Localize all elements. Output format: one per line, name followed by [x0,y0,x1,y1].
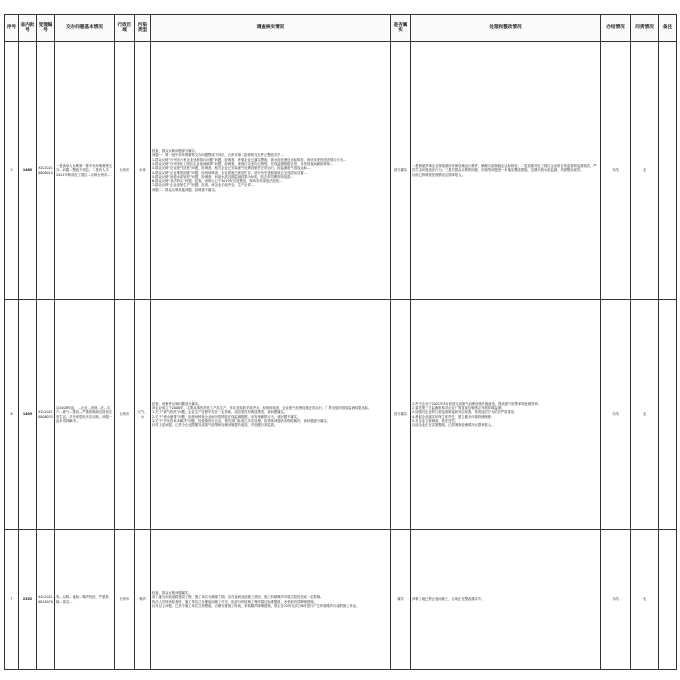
col-accountability: 问责情况 [631,15,659,42]
cell-is-true: 部分属实 [391,42,411,300]
cell-accept-no: X2L20210808015 [37,42,55,300]
table-header-row [5,15,677,42]
cell-issue-summary: 从2008年起，…企业…违规…在…生产…废气…排放…严重影响周边居民正常生活。多年来居民多次反映，问题一直未得到解决… [55,300,115,530]
cell-issue-summary: 一是被举人反映第一批中央环保督察交办…问题…整改不到位。二是有人平2021年利用化工园区…反映台州市… [55,42,115,300]
col-accept-no: 受理编号 [37,15,55,42]
cell-accept-no: X2L20210808033 [37,300,55,530]
cell-issue-summary: 有…反映…夜间…噪声扰民，严重影响…休息… [55,530,115,670]
cell-accountability: 无 [631,530,659,670]
cell-seq: 6 [5,300,19,530]
col-investigation: 调查核实情况 [151,15,391,42]
cell-district: 台州市 [115,42,135,300]
cell-pollution-type: 水体 [135,42,151,300]
cell-batch: 1460 [19,42,37,300]
cell-pollution-type: 大气、水 [135,300,151,530]
petition-table [4,14,677,670]
cell-investigation: 经查，群众反映问题属实。 该工地为市政道路建设工程，施工单位为确保工期，存在夜间连续施工情况，施工机械噪声对周边居民造成一定影响。 执法人员现场检查时，施工单位已办理夜间施工许可，但部分时段施工噪声超过标准限值，未采取有效降噪措施。 针对以上问题，已责令施工单位立即整改，合理安排施工时间，采取隔声降噪措施，禁止在22时至次日6时进行产生环境噪声污染的施工作业。 [151,530,391,670]
table-row [5,42,677,300]
cell-handling: 一是督促涉事企业持续做好环保设施运行维护，确保污染物稳定达标排放；二是加强对化工园区企业的日常监管和巡查频次，严厉打击环境违法行为；三是对群众反映的固废、河道等问题进一步落实整改措施，定期开展水质监测，巩固整治成效。 目前已将调查处理情况反馈举报人。 [411,42,601,300]
cell-batch: 2352 [19,530,37,670]
col-seq: 序号 [5,15,19,42]
cell-handling: 涉事工地已停止夜间施工，目前正在整改落实中。 [411,530,601,670]
col-district: 行政区域 [115,15,135,42]
cell-status: 办结 [601,42,631,300]
table-row [5,300,677,530]
cell-is-true: 属实 [391,530,411,670]
col-handling: 处理和整改情况 [411,15,601,42]
col-batch: 省内批号 [19,15,37,42]
cell-is-true: 部分属实 [391,300,411,530]
cell-district: 台州市 [115,300,135,530]
cell-accountability: 无 [631,42,659,300]
cell-seq: 5 [5,42,19,300]
cell-handling: 1.责令企业于2021年9月底前完成废气治理设施升级改造，提高废气收集率和处理效率； 2.委托第三方监测机构对企业厂界及周边敏感点开展异味监测； 3.加强对企业的日常巡查和夜间突击检查，发现违法行为依法严肃查处； 4.督促企业落实环保主体责任，建立健全环境管理制度； 5.对企业立案调查，依法处罚。 目前企业正在实施整改，已将调查处理情况反馈举报人。 [411,300,601,530]
cell-investigation: 经查，群众反映问题部分属实。 问题一：第一批中央环保督察交办问题整改不到位，台州市第二批督察交办件已整改完毕… 1.群众反映“台州市六家企业违规排污问题”问题，经调查，涉事企业已落实整改，废水经处理后达标排放，现场未发现违法排污行为… 2.群众反映“台州市化工园区企业夜间偷排”问题，经调查，该园区企业均已纳管，在线监测数据正常，未发现夜间偷排现象… 3.群众反映“企业废气扰民”问题，经调查，相关企业已安装废气处理设施并正常运行，经监测废气排放达标… 4.群众反映“企业堆放固废”问题，经现场核查，企业固废已规范贮存，部分历史遗留固废已完成清运处置… 5.群众反映“河道水质较差”问题，经调查，河道水质近期监测结果为Ⅳ类，较去年同期有所改善… 6.群众反映“非法码头”问题，经查，该码头已于2019年完成整治，现场未发现违法经营… 7.群众反映“企业违规生产”问题，经查，该企业手续齐全，生产正常… 问题二：群众反映其他问题，经调查不属实。 [151,42,391,300]
cell-accept-no: X2L20210814070 [37,530,55,670]
cell-status: 办结 [601,300,631,530]
col-issue-summary: 交办问题基本情况 [55,15,115,42]
cell-status: 办结 [601,530,631,670]
cell-pollution-type: 噪声 [135,530,151,670]
col-is-true: 是否属实 [391,15,411,42]
table-row [5,530,677,670]
cell-remark [659,300,677,530]
cell-seq: 7 [5,530,19,670]
cell-accountability: 无 [631,300,659,530]
cell-remark [659,530,677,670]
col-status: 办结情况 [601,15,631,42]
cell-batch: 1409 [19,300,37,530]
cell-remark [659,42,677,300]
col-remark: 备注 [659,15,677,42]
col-pollution-type: 污染类型 [135,15,151,42]
cell-district: 台州市 [115,530,135,670]
cell-investigation: 经查，该案件反映问题部分属实。 该企业成立于2008年，主要从事医药化工产品生产，环评及验收手续齐全。经现场检查，企业废气处理设施正常运行，厂界无组织排放监测结果达标。 1.关于“废气扰民”问题，企业生产过程中存在一定异味，周边居民有明显感受，该问题属实。 2.关于“废水偷排”问题，经现场核查企业雨污管网及在线监测数据，未发现偷排行为，该问题不属实。 3.关于“多年投诉未解决”问题，经查阅信访记录，相关部门此前已多次处理，但异味问题仍未彻底解决，该问题部分属实。 针对上述问题，已责令企业限期完成废气收集和处理设施提升改造，并加强日常监管。 [151,300,391,530]
